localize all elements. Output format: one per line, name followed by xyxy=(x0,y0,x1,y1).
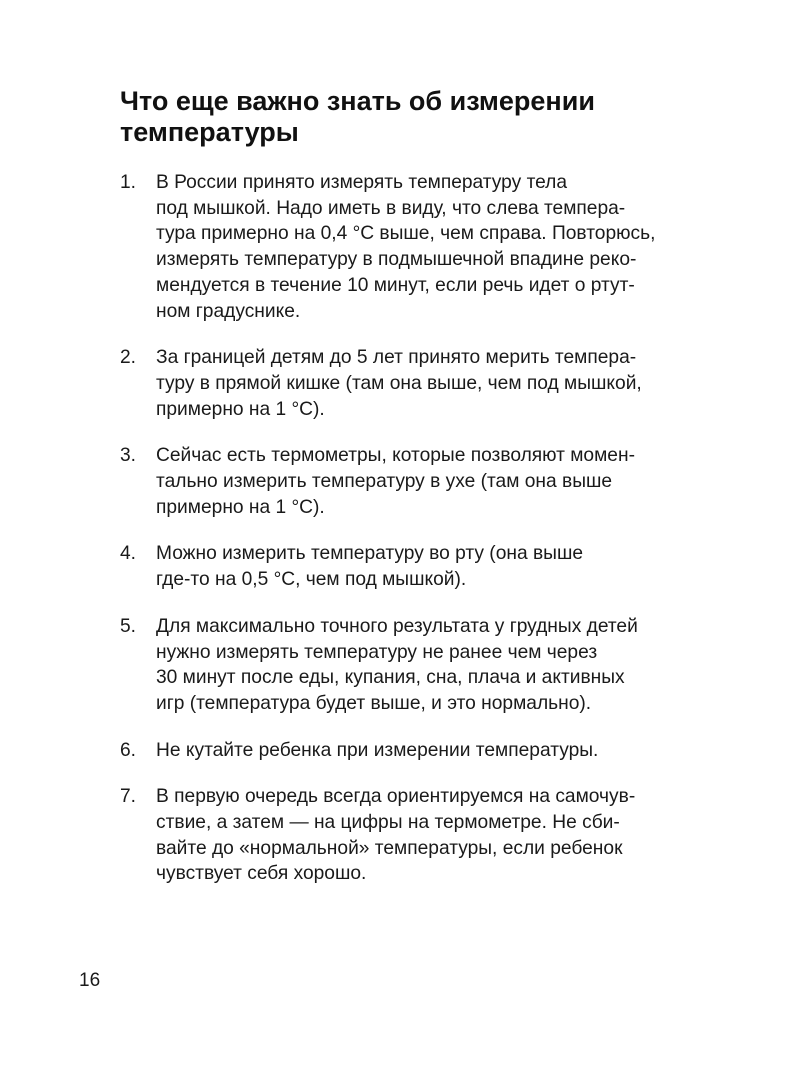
heading-line: температуры xyxy=(120,117,299,147)
section-heading xyxy=(120,86,595,148)
list-item xyxy=(120,614,720,717)
list-item-text-line: примерно на 1 °С). xyxy=(156,496,325,518)
list-item-text-line: туру в прямой кишке (там она выше, чем под мышкой, xyxy=(156,372,642,394)
list-item-number: 7. xyxy=(120,786,137,808)
list-item-text-line: нужно измерять температуру не ранее чем через xyxy=(156,641,598,663)
list-item-text-line: тура примерно на 0,4 °С выше, чем справа. Повторюсь, xyxy=(156,223,656,245)
heading-line: Что еще важно знать об измерении xyxy=(120,86,595,116)
list-item-text-line: под мышкой. Надо иметь в виду, что слева темпера- xyxy=(156,197,626,219)
list-item xyxy=(120,443,720,520)
list-item-text-line: Сейчас есть термометры, которые позволяют момен- xyxy=(156,445,635,467)
list-item-text-line: ном градуснике. xyxy=(156,300,301,322)
list-item xyxy=(120,345,720,422)
list-item-text-line: игр (температура будет выше, и это нормально). xyxy=(156,692,592,714)
list-item-number: 1. xyxy=(120,172,137,193)
list-item-text-line: вайте до «нормальной» температуры, если ребенок xyxy=(156,837,623,859)
list-item xyxy=(120,541,720,592)
list-item-text-line: чувствует себя хорошо. xyxy=(156,863,367,885)
list-item-number: 3. xyxy=(120,445,137,467)
list-item xyxy=(120,738,720,764)
list-item-text-line: В России принято измерять температуру тела xyxy=(156,172,568,193)
list-item-number: 2. xyxy=(120,347,137,369)
list-item-number: 5. xyxy=(120,615,137,637)
list-item-number: 6. xyxy=(120,739,137,761)
list-item-text-line: В первую очередь всегда ориентируемся на самочув- xyxy=(156,786,636,808)
list-item-number: 4. xyxy=(120,543,137,565)
list-item-text-line: тально измерить температуру в ухе (там она выше xyxy=(156,471,613,493)
list-item-text-line: Для максимально точного результата у грудных детей xyxy=(156,615,638,637)
list-item-text-line: Можно измерить температуру во рту (она выше xyxy=(156,543,584,565)
list-item-text-line: ствие, а затем — на цифры на термометре. Не сби- xyxy=(156,812,620,834)
list-item xyxy=(120,784,720,887)
list-item-text-line: мендуется в течение 10 минут, если речь идет о ртут- xyxy=(156,274,635,296)
numbered-list xyxy=(120,170,720,908)
list-item-text-line: Не кутайте ребенка при измерении температуры. xyxy=(156,739,599,761)
list-item xyxy=(120,170,720,324)
list-item-text-line: За границей детям до 5 лет принято мерить темпера- xyxy=(156,347,637,369)
list-item-text-line: измерять температуру в подмышечной впадине реко- xyxy=(156,249,637,271)
page-number: 16 xyxy=(79,970,101,991)
list-item-text-line: где-то на 0,5 °С, чем под мышкой). xyxy=(156,569,467,591)
list-item-text-line: примерно на 1 °С). xyxy=(156,398,325,420)
list-item-text-line: 30 минут после еды, купания, сна, плача и активных xyxy=(156,667,625,689)
